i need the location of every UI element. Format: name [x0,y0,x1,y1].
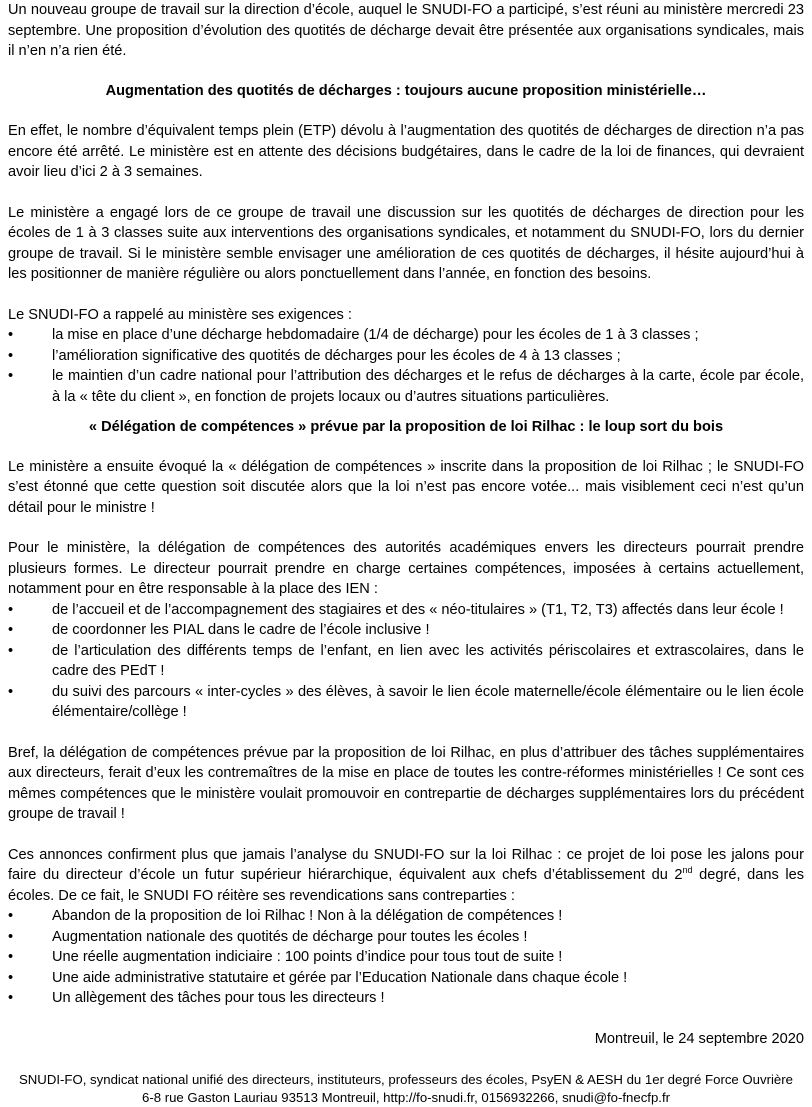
bullet-icon: • [8,368,14,384]
signoff-date: Montreuil, le 24 septembre 2020 [594,1030,804,1047]
list-item [8,682,804,723]
paragraph-4-text-end: degré, dans les écoles. De ce fait, le SNUDI FO réitère ses revendications sans contreparties : [8,867,804,904]
list-item-text: Une réelle augmentation indiciaire : 100 points d’indice pour tous tout de suite ! [52,949,563,965]
bullet-icon: • [8,622,14,638]
bullet-icon: • [8,642,14,659]
section2-heading: « Délégation de compétences » prévue par la proposition de loi Rilhac : le loup sort du bois [88,419,724,435]
section2-paragraph-4 [8,845,804,907]
section2-paragraph-3: Bref, la délégation de compétences prévue par la proposition de loi Rilhac, en plus d’attribuer des tâches supplémentaires aux directeurs, ferait d’eux les contremaîtres de la mise en place de toutes les contre-réformes ministérielles ! Ce sont ces mêmes compétences que le ministère voulait promouvoir en contrepartie de décharges supplémentaires lors du précédent groupe de travail ! [8,744,804,822]
ordinal-superscript: nd [682,865,693,876]
footer-line-2: 6-8 rue Gaston Lauriau 93513 Montreuil, http://fo-snudi.fr, 0156932266, snudi@fo-fnecfp.fr [141,1090,671,1105]
list-item-text: Augmentation nationale des quotités de décharge pour toutes les écoles ! [52,928,528,945]
bullet-icon: • [8,327,14,343]
list-item [8,968,804,989]
section1-paragraph-2: Le ministère a engagé lors de ce groupe de travail une discussion sur les quotités de décharges de direction pour les écoles de 1 à 3 classes suite aux interventions des organisations syndicales, et notamment du SNUDI-FO, lors du dernier groupe de travail. Si le ministère semble envisager une amélioration de ces quotités de décharges, il hésite aujourd’hui à les positionner de manière régulière ou alors ponctuellement dans l’année, en fonction des besoins. [8,204,804,282]
list-item [8,927,804,948]
section1-bullet-list [8,325,804,407]
list-item [8,641,804,682]
list-item [8,947,804,968]
list-item-text: Un allègement des tâches pour tous les directeurs ! [52,990,385,1006]
section2-paragraph-2: Pour le ministère, la délégation de compétences des autorités académiques envers les directeurs pourrait prendre plusieurs formes. Le directeur pourrait prendre en charge certaines compétences, imposées à certains actuellement, notamment pour en être responsable à la place des IEN : [8,540,804,597]
list-item [8,906,804,927]
section1-paragraph-3: Le SNUDI-FO a rappelé au ministère ses exigences : [8,306,352,323]
list-item-text: Une aide administrative statutaire et gérée par l’Education Nationale dans chaque école ! [52,969,628,986]
bullet-icon: • [8,347,14,364]
demands-bullet-list [8,906,804,1009]
section1-heading: Augmentation des quotités de décharges : toujours aucune proposition ministérielle… [105,82,707,99]
bullet-icon: • [8,949,14,965]
list-item-text: l’amélioration significative des quotités de décharges pour les écoles de 4 à 13 classes ; [52,347,621,364]
list-item [8,988,804,1009]
section1-paragraph-1: En effet, le nombre d’équivalent temps plein (ETP) dévolu à l’augmentation des quotités de décharges de direction n’a pas encore été arrêté. Le ministère est en attente des décisions budgétaires, dans le cadre de la loi de finances, qui devraient avoir lieu d’ici 2 à 3 semaines. [8,123,804,180]
bullet-icon: • [8,990,14,1006]
bullet-icon: • [8,928,14,945]
list-item-text: du suivi des parcours « inter-cycles » des élèves, à savoir le lien école maternelle/école élémentaire ou le lien école élémentaire/collège ! [52,683,804,720]
footer [8,1071,804,1107]
list-item-text: le maintien d’un cadre national pour l’attribution des décharges et le refus de décharges à la carte, école par école, à la « tête du client », en fonction de projets locaux ou d’autres situations particulières. [52,368,804,405]
bullet-icon: • [8,969,14,986]
list-item-text: de l’accueil et de l’accompagnement des stagiaires et des « néo-titulaires » (T1, T2, T3) affectés dans leur école ! [52,601,784,618]
paragraph-4-text-start: Ces annonces confirment plus que jamais l’analyse du SNUDI-FO sur la loi Rilhac : ce projet de loi pose les jalons pour faire du directeur d’école un futur supérieur hiérarchique, équivalent aux chefs d’établissement du 2 [8,846,804,883]
section2-bullet-list [8,600,804,723]
list-item [8,325,804,346]
bullet-icon: • [8,683,14,700]
list-item-text: la mise en place d’une décharge hebdomadaire (1/4 de décharge) pour les écoles de 1 à 3 classes ; [52,327,699,343]
section2-paragraph-1: Le ministère a ensuite évoqué la « délégation de compétences » inscrite dans la proposition de loi Rilhac ; le SNUDI-FO s’est étonné que cette question soit discutée alors que la loi n’est pas encore votée... mais visiblement ceci n’est qu’un détail pour le ministre ! [8,458,804,516]
bullet-icon: • [8,908,14,924]
bullet-icon: • [8,601,14,618]
list-item [8,620,804,641]
list-item-text: de coordonner les PIAL dans le cadre de l’école inclusive ! [52,622,430,638]
list-item-text: Abandon de la proposition de loi Rilhac ! Non à la délégation de compétences ! [52,908,563,924]
list-item [8,346,804,367]
list-item-text: de l’articulation des différents temps de l’enfant, en lien avec les activités périscolaires et extrascolaires, dans le cadre des PEdT ! [52,642,804,679]
intro-paragraph: Un nouveau groupe de travail sur la direction d’école, auquel le SNUDI-FO a participé, s’est réuni au ministère mercredi 23 septembre. Une proposition d’évolution des quotités de décharge devait être présentée aux organisations syndicales, mais il n’en n’a rien été. [8,2,804,59]
list-item [8,600,804,621]
footer-line-1: SNUDI-FO, syndicat national unifié des directeurs, instituteurs, professeurs des écoles, PsyEN & AESH du 1er degré Force Ouvrière [18,1072,793,1087]
list-item [8,366,804,407]
